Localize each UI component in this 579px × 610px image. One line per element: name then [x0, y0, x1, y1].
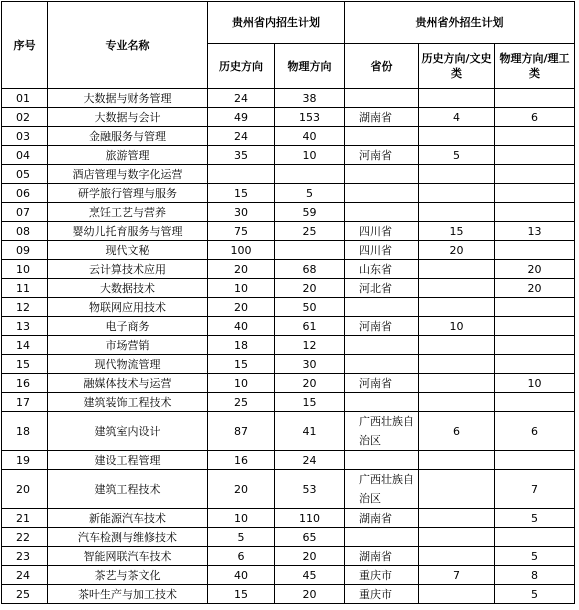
major-name-cell: 研学旅行管理与服务: [48, 184, 208, 203]
history-count-cell: 49: [208, 108, 275, 127]
history-count-cell: 16: [208, 451, 275, 470]
province-cell: [345, 89, 419, 108]
major-name-cell: 汽车检测与维修技术: [48, 528, 208, 547]
physics-count-cell: 38: [275, 89, 345, 108]
out-physics-count-cell: [495, 165, 575, 184]
major-name-cell: 新能源汽车技术: [48, 509, 208, 528]
major-name-cell: 现代文秘: [48, 241, 208, 260]
major-name-cell: 建筑工程技术: [48, 470, 208, 509]
out-history-count-cell: [419, 298, 495, 317]
out-history-count-cell: 15: [419, 222, 495, 241]
province-cell: 四川省: [345, 222, 419, 241]
history-count-cell: 6: [208, 547, 275, 566]
table-row: [2, 585, 575, 604]
out-history-count-cell: [419, 451, 495, 470]
seq-cell: 08: [2, 222, 48, 241]
province-cell: 重庆市: [345, 585, 419, 604]
physics-count-cell: 25: [275, 222, 345, 241]
out-history-count-cell: 7: [419, 566, 495, 585]
province-cell: [345, 165, 419, 184]
out-history-count-cell: [419, 127, 495, 146]
history-count-cell: 25: [208, 393, 275, 412]
history-count-cell: 75: [208, 222, 275, 241]
header-seq: 序号: [2, 2, 48, 89]
history-count-cell: 24: [208, 127, 275, 146]
province-cell: [345, 528, 419, 547]
table-row: [2, 355, 575, 374]
seq-cell: 11: [2, 279, 48, 298]
out-history-count-cell: [419, 184, 495, 203]
physics-count-cell: 20: [275, 585, 345, 604]
header-history: 历史方向: [208, 44, 275, 89]
seq-cell: 16: [2, 374, 48, 393]
province-cell: 重庆市: [345, 566, 419, 585]
major-name-cell: 茶叶生产与加工技术: [48, 585, 208, 604]
major-name-cell: 大数据技术: [48, 279, 208, 298]
physics-count-cell: 20: [275, 547, 345, 566]
table-row: [2, 108, 575, 127]
province-cell: [345, 393, 419, 412]
table-row: [2, 203, 575, 222]
table-row: [2, 509, 575, 528]
out-history-count-cell: [419, 374, 495, 393]
seq-cell: 25: [2, 585, 48, 604]
seq-cell: 24: [2, 566, 48, 585]
province-cell: [345, 451, 419, 470]
out-physics-count-cell: 5: [495, 585, 575, 604]
history-count-cell: 40: [208, 566, 275, 585]
physics-count-cell: 153: [275, 108, 345, 127]
enrollment-plan-table: [1, 1, 575, 604]
major-name-cell: 智能网联汽车技术: [48, 547, 208, 566]
major-name-cell: 茶艺与茶文化: [48, 566, 208, 585]
province-cell: 四川省: [345, 241, 419, 260]
major-name-cell: 建筑装饰工程技术: [48, 393, 208, 412]
history-count-cell: 15: [208, 184, 275, 203]
physics-count-cell: 50: [275, 298, 345, 317]
table-row: [2, 165, 575, 184]
out-physics-count-cell: [495, 146, 575, 165]
table-header: [2, 2, 575, 89]
table-row: [2, 184, 575, 203]
history-count-cell: 24: [208, 89, 275, 108]
seq-cell: 15: [2, 355, 48, 374]
major-name-cell: 金融服务与管理: [48, 127, 208, 146]
major-name-cell: 云计算技术应用: [48, 260, 208, 279]
out-history-count-cell: [419, 89, 495, 108]
seq-cell: 13: [2, 317, 48, 336]
out-physics-count-cell: [495, 298, 575, 317]
physics-count-cell: 20: [275, 279, 345, 298]
seq-cell: 07: [2, 203, 48, 222]
province-cell: 湖南省: [345, 509, 419, 528]
major-name-cell: 烹饪工艺与营养: [48, 203, 208, 222]
table-row: [2, 146, 575, 165]
province-cell: 河南省: [345, 146, 419, 165]
out-physics-count-cell: 10: [495, 374, 575, 393]
out-history-count-cell: [419, 165, 495, 184]
history-count-cell: 87: [208, 412, 275, 451]
out-history-count-cell: 5: [419, 146, 495, 165]
seq-cell: 01: [2, 89, 48, 108]
header-history-arts: 历史方向/文史类: [419, 44, 495, 89]
out-history-count-cell: [419, 547, 495, 566]
province-cell: [345, 298, 419, 317]
out-physics-count-cell: 6: [495, 412, 575, 451]
out-physics-count-cell: 5: [495, 547, 575, 566]
seq-cell: 14: [2, 336, 48, 355]
out-physics-count-cell: 20: [495, 260, 575, 279]
seq-cell: 21: [2, 509, 48, 528]
out-physics-count-cell: 8: [495, 566, 575, 585]
table-row: [2, 393, 575, 412]
out-history-count-cell: 4: [419, 108, 495, 127]
physics-count-cell: 10: [275, 146, 345, 165]
major-name-cell: 酒店管理与数字化运营: [48, 165, 208, 184]
physics-count-cell: 12: [275, 336, 345, 355]
history-count-cell: 18: [208, 336, 275, 355]
out-physics-count-cell: 7: [495, 470, 575, 509]
table-row: [2, 260, 575, 279]
out-physics-count-cell: [495, 127, 575, 146]
out-physics-count-cell: [495, 528, 575, 547]
seq-cell: 19: [2, 451, 48, 470]
seq-cell: 18: [2, 412, 48, 451]
table-row: [2, 547, 575, 566]
major-name-cell: 大数据与财务管理: [48, 89, 208, 108]
history-count-cell: 15: [208, 585, 275, 604]
out-history-count-cell: 10: [419, 317, 495, 336]
table-row: [2, 241, 575, 260]
history-count-cell: 30: [208, 203, 275, 222]
seq-cell: 03: [2, 127, 48, 146]
history-count-cell: 20: [208, 260, 275, 279]
physics-count-cell: 20: [275, 374, 345, 393]
out-physics-count-cell: [495, 451, 575, 470]
out-history-count-cell: [419, 470, 495, 509]
out-history-count-cell: [419, 260, 495, 279]
header-in-province: 贵州省内招生计划: [208, 2, 345, 44]
out-physics-count-cell: [495, 203, 575, 222]
physics-count-cell: 59: [275, 203, 345, 222]
province-cell: 广西壮族自治区: [345, 412, 419, 451]
seq-cell: 10: [2, 260, 48, 279]
out-physics-count-cell: [495, 336, 575, 355]
out-physics-count-cell: 20: [495, 279, 575, 298]
header-province: 省份: [345, 44, 419, 89]
province-cell: [345, 355, 419, 374]
table-row: [2, 566, 575, 585]
physics-count-cell: 45: [275, 566, 345, 585]
major-name-cell: 融媒体技术与运营: [48, 374, 208, 393]
table-row: [2, 470, 575, 509]
major-name-cell: 大数据与会计: [48, 108, 208, 127]
out-history-count-cell: [419, 585, 495, 604]
province-cell: 河北省: [345, 279, 419, 298]
seq-cell: 17: [2, 393, 48, 412]
out-physics-count-cell: 13: [495, 222, 575, 241]
out-physics-count-cell: 6: [495, 108, 575, 127]
history-count-cell: [208, 165, 275, 184]
header-physics-sci: 物理方向/理工类: [495, 44, 575, 89]
table-row: [2, 451, 575, 470]
header-out-province: 贵州省外招生计划: [345, 2, 575, 44]
major-name-cell: 旅游管理: [48, 146, 208, 165]
seq-cell: 09: [2, 241, 48, 260]
out-physics-count-cell: [495, 317, 575, 336]
physics-count-cell: [275, 165, 345, 184]
seq-cell: 12: [2, 298, 48, 317]
major-name-cell: 市场营销: [48, 336, 208, 355]
physics-count-cell: 68: [275, 260, 345, 279]
seq-cell: 02: [2, 108, 48, 127]
history-count-cell: 10: [208, 509, 275, 528]
table-row: [2, 317, 575, 336]
physics-count-cell: 41: [275, 412, 345, 451]
physics-count-cell: 30: [275, 355, 345, 374]
physics-count-cell: 5: [275, 184, 345, 203]
out-history-count-cell: [419, 355, 495, 374]
history-count-cell: 5: [208, 528, 275, 547]
out-history-count-cell: [419, 203, 495, 222]
table-body: [2, 89, 575, 604]
table-row: [2, 222, 575, 241]
seq-cell: 05: [2, 165, 48, 184]
out-physics-count-cell: 5: [495, 509, 575, 528]
out-history-count-cell: [419, 509, 495, 528]
header-major: 专业名称: [48, 2, 208, 89]
province-cell: 湖南省: [345, 108, 419, 127]
physics-count-cell: 24: [275, 451, 345, 470]
table-row: [2, 374, 575, 393]
major-name-cell: 电子商务: [48, 317, 208, 336]
province-cell: [345, 336, 419, 355]
seq-cell: 22: [2, 528, 48, 547]
physics-count-cell: 53: [275, 470, 345, 509]
seq-cell: 04: [2, 146, 48, 165]
province-cell: 湖南省: [345, 547, 419, 566]
out-history-count-cell: [419, 393, 495, 412]
history-count-cell: 20: [208, 470, 275, 509]
province-cell: [345, 184, 419, 203]
out-history-count-cell: 20: [419, 241, 495, 260]
table-row: [2, 279, 575, 298]
table-row: [2, 336, 575, 355]
out-history-count-cell: [419, 336, 495, 355]
province-cell: 山东省: [345, 260, 419, 279]
table-row: [2, 89, 575, 108]
out-physics-count-cell: [495, 355, 575, 374]
out-history-count-cell: 6: [419, 412, 495, 451]
physics-count-cell: 65: [275, 528, 345, 547]
out-physics-count-cell: [495, 89, 575, 108]
out-physics-count-cell: [495, 393, 575, 412]
history-count-cell: 20: [208, 298, 275, 317]
physics-count-cell: 61: [275, 317, 345, 336]
seq-cell: 23: [2, 547, 48, 566]
history-count-cell: 35: [208, 146, 275, 165]
table-row: [2, 528, 575, 547]
header-physics: 物理方向: [275, 44, 345, 89]
major-name-cell: 建筑室内设计: [48, 412, 208, 451]
history-count-cell: 100: [208, 241, 275, 260]
physics-count-cell: [275, 241, 345, 260]
major-name-cell: 现代物流管理: [48, 355, 208, 374]
major-name-cell: 婴幼儿托育服务与管理: [48, 222, 208, 241]
history-count-cell: 10: [208, 279, 275, 298]
out-history-count-cell: [419, 528, 495, 547]
province-cell: 广西壮族自治区: [345, 470, 419, 509]
province-cell: 河南省: [345, 317, 419, 336]
history-count-cell: 15: [208, 355, 275, 374]
history-count-cell: 40: [208, 317, 275, 336]
physics-count-cell: 110: [275, 509, 345, 528]
history-count-cell: 10: [208, 374, 275, 393]
province-cell: [345, 203, 419, 222]
major-name-cell: 物联网应用技术: [48, 298, 208, 317]
major-name-cell: 建设工程管理: [48, 451, 208, 470]
out-physics-count-cell: [495, 184, 575, 203]
out-history-count-cell: [419, 279, 495, 298]
out-physics-count-cell: [495, 241, 575, 260]
province-cell: [345, 127, 419, 146]
seq-cell: 20: [2, 470, 48, 509]
table-row: [2, 412, 575, 451]
table-row: [2, 298, 575, 317]
table-row: [2, 127, 575, 146]
seq-cell: 06: [2, 184, 48, 203]
physics-count-cell: 40: [275, 127, 345, 146]
province-cell: 河南省: [345, 374, 419, 393]
physics-count-cell: 15: [275, 393, 345, 412]
